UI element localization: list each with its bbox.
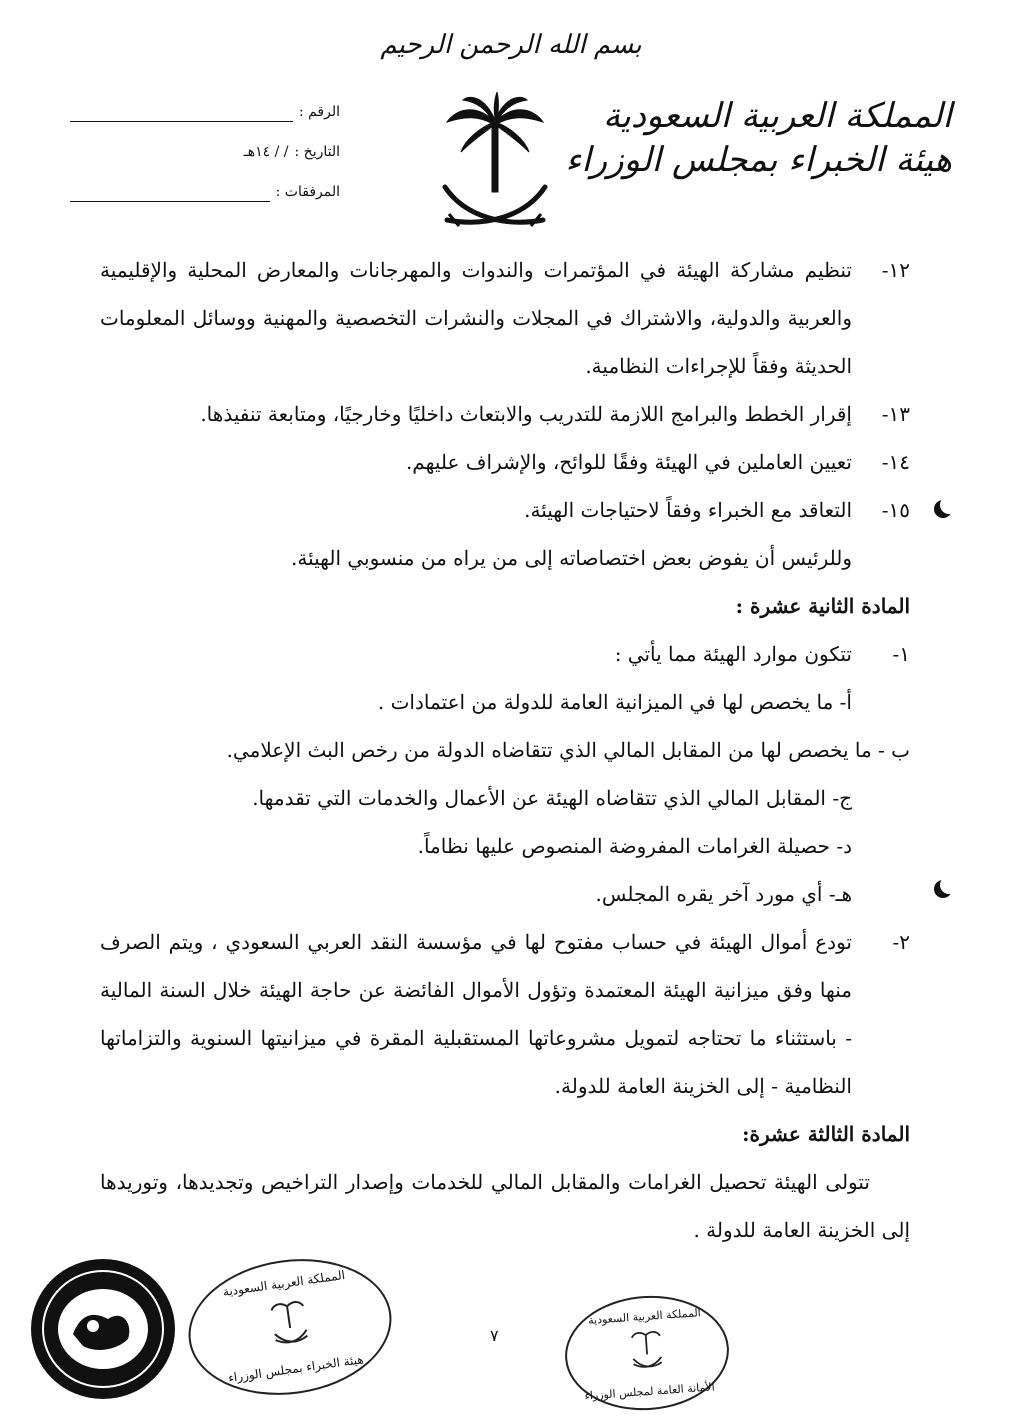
attachments-line xyxy=(70,185,270,202)
item-12-number: ١٢- xyxy=(881,258,910,282)
authority-name: هيئة الخبراء بمجلس الوزراء xyxy=(565,140,952,180)
punch-mark-icon xyxy=(940,496,958,514)
article-12-clause-2 xyxy=(100,918,910,1110)
resource-a: أ- ما يخصص لها في الميزانية العامة للدولة من اعتمادات . xyxy=(377,690,852,714)
article-13-text: تتولى الهيئة تحصيل الغرامات والمقابل المالي للخدمات وإصدار التراخيص وتجديدها، وتوريدها إلى الخزينة العامة للدولة . xyxy=(100,1170,910,1242)
stamp-emblem-icon xyxy=(266,1295,313,1350)
page-number: ٧ xyxy=(490,1326,499,1345)
item-14 xyxy=(100,438,910,486)
number-line xyxy=(70,105,293,122)
saudi-emblem-icon xyxy=(435,92,555,242)
item-15-number: ١٥- xyxy=(881,498,910,522)
article-12-heading: المادة الثانية عشرة : xyxy=(735,594,910,618)
black-seal-icon xyxy=(28,1254,178,1404)
item-13 xyxy=(100,390,910,438)
attachments-label: المرفقات : xyxy=(275,184,340,200)
general-secretariat-stamp xyxy=(561,1290,733,1415)
clause-2-number: ٢- xyxy=(892,930,910,954)
kingdom-name: المملكة العربية السعودية xyxy=(603,96,952,136)
item-15 xyxy=(100,486,910,534)
article-13-heading: المادة الثالثة عشرة: xyxy=(742,1122,910,1146)
resource-e: هـ- أي مورد آخر يقره المجلس. xyxy=(595,882,852,906)
number-label: الرقم : xyxy=(298,104,340,120)
item-14-text: تعيين العاملين في الهيئة وفقًا للوائح، والإشراف عليهم. xyxy=(405,450,852,474)
item-13-text: إقرار الخطط والبرامج اللازمة للتدريب والابتعاث داخليًا وخارجيًا، ومتابعة تنفيذها. xyxy=(200,402,852,426)
clause-2-text: تودع أموال الهيئة في حساب مفتوح لها في مؤسسة النقد العربي السعودي ، ويتم الصرف منها وفق ميزانية الهيئة المعتمدة وتؤول الأموال الفائضة عن حاجة الهيئة خلال السنة المالية - باستثناء ما تحتاجه لتمويل مشروعاتها المستقبلية المقرة في ميزانيتها السنوية والتزاماتها النظامية - إلى الخزينة العامة للدولة. xyxy=(100,930,852,1098)
stamp-top-text: المملكة العربية السعودية xyxy=(221,1267,346,1299)
punch-mark-icon xyxy=(940,876,958,894)
date-label: التاريخ : xyxy=(294,144,340,160)
attachments-row xyxy=(70,172,340,212)
delegation-paragraph: وللرئيس أن يفوض بعض اختصاصاته إلى من يراه من منسوبي الهيئة. xyxy=(290,546,852,570)
resource-d: د- حصيلة الغرامات المفروضة المنصوص عليها نظاماً. xyxy=(417,834,852,858)
basmala: بسم الله الرحمن الرحيم xyxy=(380,30,642,60)
stamp-bottom-text: الأمانة العامة لمجلس الوزراء xyxy=(584,1380,716,1403)
item-12 xyxy=(100,246,910,390)
date-row xyxy=(70,132,340,172)
item-14-number: ١٤- xyxy=(881,450,910,474)
authority-stamp xyxy=(180,1246,401,1407)
item-15-text: التعاقد مع الخبراء وفقاً لاحتياجات الهيئة. xyxy=(524,498,852,522)
letterhead-title xyxy=(565,94,952,182)
document-body xyxy=(100,246,910,1254)
resource-c: ج- المقابل المالي الذي تتقاضاه الهيئة عن الأعمال والخدمات التي تقدمها. xyxy=(252,786,852,810)
item-12-text: تنظيم مشاركة الهيئة في المؤتمرات والندوات والمهرجانات والمعارض المحلية والإقليمية والعربية والدولية، والاشتراك في المجلات والنشرات التخصصية والمهنية ووسائل المعلومات الحديثة وفقاً للإجراءات النظامية. xyxy=(100,258,852,378)
stamp-emblem-icon xyxy=(627,1327,666,1373)
item-13-number: ١٣- xyxy=(881,402,910,426)
stamp-top-text: المملكة العربية السعودية xyxy=(587,1306,702,1328)
resource-b: ب - ما يخصص لها من المقابل المالي الذي تتقاضاه الدولة من رخص البث الإعلامي. xyxy=(226,738,910,762)
date-value: / / ١٤هـ xyxy=(243,144,289,160)
article-12-clause-1 xyxy=(100,630,910,678)
stamp-bottom-text: هيئة الخبراء بمجلس الوزراء xyxy=(227,1352,365,1386)
number-row xyxy=(70,92,340,132)
document-meta xyxy=(70,92,340,212)
clause-1-text: تتكون موارد الهيئة مما يأتي : xyxy=(614,642,852,666)
clause-1-number: ١- xyxy=(892,642,910,666)
